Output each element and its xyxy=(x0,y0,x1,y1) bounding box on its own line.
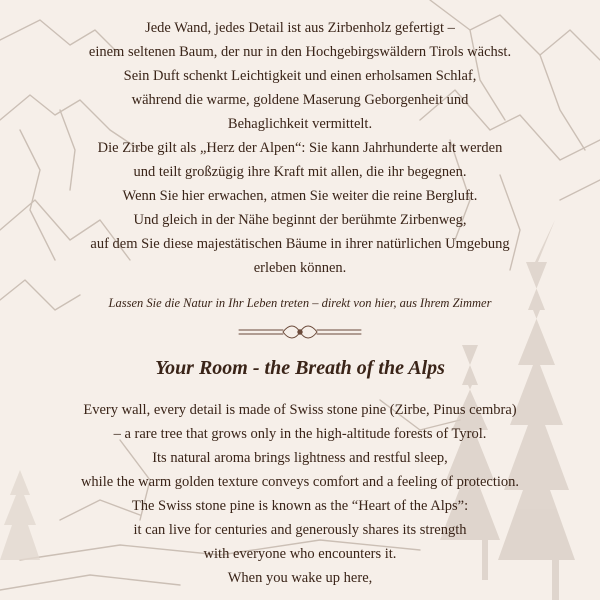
text-line: auf dem Sie diese majestätischen Bäume in ihrer natürlichen Umgebung xyxy=(90,236,510,252)
text-line: während die warme, goldene Maserung Geborgenheit und xyxy=(131,92,469,108)
text-line: Und gleich in der Nähe beginnt der berühmte Zirbenweg, xyxy=(133,212,467,228)
text-line: while the warm golden texture conveys comfort and a feeling of protection. xyxy=(80,474,520,490)
text-line: Jede Wand, jedes Detail ist aus Zirbenholz gefertigt – xyxy=(145,20,455,36)
text-line: Die Zirbe gilt als „Herz der Alpen“: Sie kann Jahrhunderte alt werden xyxy=(97,140,503,156)
german-paragraph xyxy=(0,16,600,280)
english-paragraph xyxy=(0,398,600,590)
german-tagline: Lassen Sie die Natur in Ihr Leben treten – direkt von hier, aus Ihrem Zimmer xyxy=(108,296,492,310)
text-line: Its natural aroma brings lightness and restful sleep, xyxy=(152,450,448,466)
section-heading: Your Room - the Breath of the Alps xyxy=(155,357,445,379)
text-line: The Swiss stone pine is known as the “Heart of the Alps”: xyxy=(131,498,469,514)
text-line: Every wall, every detail is made of Swiss stone pine (Zirbe, Pinus cembra) xyxy=(83,402,517,418)
text-line: Behaglichkeit vermittelt. xyxy=(227,116,373,132)
text-line: und teilt großzügig ihre Kraft mit allen, die ihr begegnen. xyxy=(133,164,467,180)
text-line: erleben können. xyxy=(253,260,347,276)
text-line: with everyone who encounters it. xyxy=(203,546,397,562)
text-line: When you wake up here, xyxy=(227,570,373,586)
text-line: Wenn Sie hier erwachen, atmen Sie weiter die reine Bergluft. xyxy=(122,188,478,204)
text-line: – a rare tree that grows only in the high-altitude forests of Tyrol. xyxy=(113,426,487,442)
text-line: Sein Duft schenkt Leichtigkeit und einen erholsamen Schlaf, xyxy=(123,68,477,84)
text-line: it can live for centuries and generously shares its strength xyxy=(133,522,467,538)
ornamental-divider-icon xyxy=(235,321,365,343)
text-line: einem seltenen Baum, der nur in den Hochgebirgswäldern Tirols wächst. xyxy=(88,44,512,60)
